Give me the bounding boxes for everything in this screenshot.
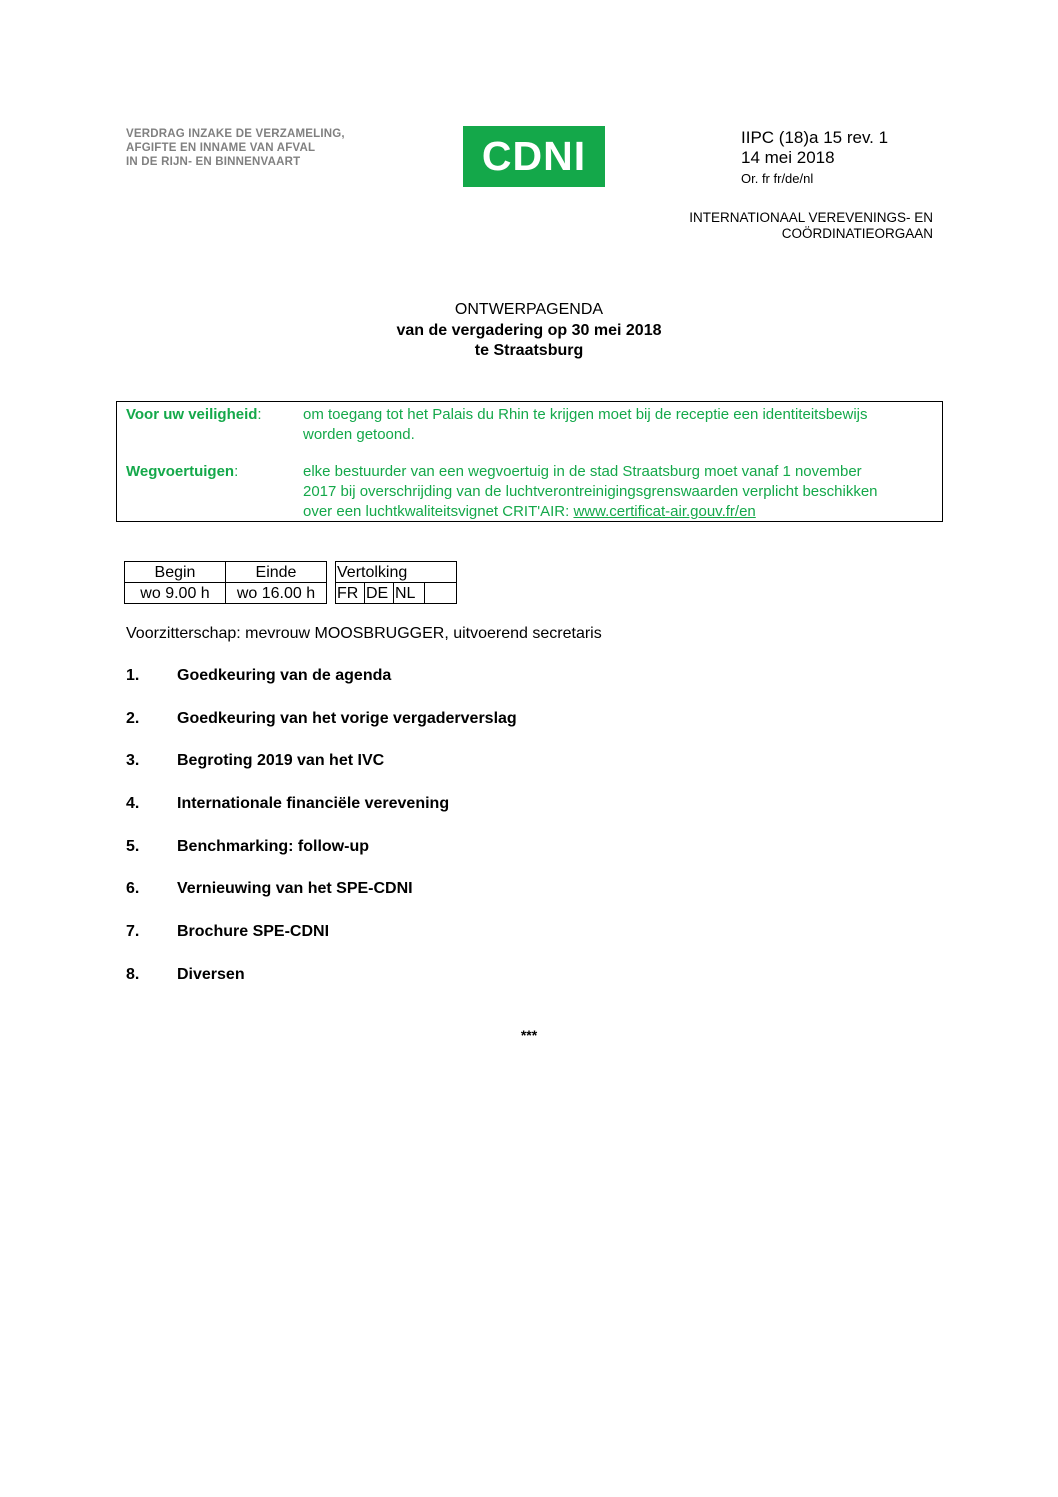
language-nl: NL — [394, 583, 425, 604]
vehicles-label: Wegvoertuigen: — [126, 463, 239, 480]
begin-header: Begin — [125, 562, 226, 583]
agenda-item — [126, 795, 726, 815]
agenda-item-number: 3. — [126, 752, 140, 769]
document-reference — [741, 128, 888, 168]
agenda-item-number: 1. — [126, 667, 140, 684]
agenda-item-number: 7. — [126, 923, 140, 940]
issuing-body-line-2: COÖRDINATIEORGAAN — [781, 226, 933, 241]
convention-name-line-3: IN DE RIJN- EN BINNENVAART — [126, 156, 301, 168]
cdni-logo-text: CDNI — [481, 133, 587, 179]
cdni-logo — [463, 126, 605, 187]
convention-name-line-1: VERDRAG INZAKE DE VERZAMELING, — [126, 128, 345, 140]
agenda-item — [126, 923, 726, 943]
agenda-item-label: Goedkeuring van de agenda — [177, 667, 392, 684]
end-value: wo 16.00 h — [226, 583, 327, 604]
agenda-item-label: Vernieuwing van het SPE-CDNI — [177, 880, 413, 897]
safety-text: om toegang tot het Palais du Rhin te krijgen moet bij de receptie een identiteitsbewijs worden getoond. — [303, 406, 868, 443]
agenda-item-number: 5. — [126, 838, 140, 855]
agenda-item-label: Brochure SPE-CDNI — [177, 923, 330, 940]
agenda-item-number: 4. — [126, 795, 140, 812]
agenda-item-number: 6. — [126, 880, 140, 897]
convention-name-line-2: AFGIFTE EN INNAME VAN AFVAL — [126, 142, 316, 154]
language-empty — [425, 583, 457, 604]
agenda-item — [126, 710, 726, 730]
agenda-item-label: Internationale financiële verevening — [177, 795, 450, 812]
document-date: 14 mei 2018 — [741, 148, 835, 167]
original-languages: Or. fr fr/de/nl — [741, 171, 814, 186]
interpretation-table — [335, 561, 457, 604]
agenda-item-label: Diversen — [177, 966, 245, 983]
begin-value: wo 9.00 h — [125, 583, 226, 604]
agenda-item — [126, 880, 726, 900]
safety-label: Voor uw veiligheid: — [126, 406, 262, 423]
notice-box — [116, 401, 943, 522]
issuing-body — [689, 210, 933, 242]
interpretation-header: Vertolking — [336, 562, 457, 583]
agenda-item — [126, 752, 726, 772]
chair-line: Voorzitterschap: mevrouw MOOSBRUGGER, uitvoerend secretaris — [126, 625, 602, 642]
end-mark: *** — [520, 1027, 538, 1043]
language-fr: FR — [336, 583, 365, 604]
vehicles-text: elke bestuurder van een wegvoertuig in de stad Straatsburg moet vanaf 1 november 2017 bij overschrijding van de luchtverontreinigingsgrenswaarden verplicht beschikken over een luchtkwaliteitsvignet CRIT'AIR: www.certificat-air.gouv.fr/en — [303, 463, 878, 520]
page-title — [0, 300, 1058, 362]
agenda-item — [126, 838, 726, 858]
agenda-item-label: Begroting 2019 van het IVC — [177, 752, 385, 769]
end-header: Einde — [226, 562, 327, 583]
agenda-item-number: 8. — [126, 966, 140, 983]
schedule-table — [124, 561, 327, 604]
agenda-item-number: 2. — [126, 710, 140, 727]
agenda-item-label: Benchmarking: follow-up — [177, 838, 369, 855]
title-line-2: van de vergadering op 30 mei 2018 — [396, 321, 662, 339]
language-de: DE — [365, 583, 394, 604]
title-line-1: ONTWERPAGENDA — [454, 301, 604, 318]
title-line-3: te Straatsburg — [474, 342, 584, 359]
agenda-item — [126, 966, 726, 986]
agenda-item — [126, 667, 726, 687]
critair-link[interactable]: www.certificat-air.gouv.fr/en — [573, 503, 756, 520]
convention-name — [126, 127, 345, 169]
reference-number: IIPC (18)a 15 rev. 1 — [741, 128, 889, 147]
issuing-body-line-1: INTERNATIONAAL VEREVENINGS- EN — [689, 210, 933, 225]
agenda-item-label: Goedkeuring van het vorige vergaderverslag — [177, 710, 517, 727]
